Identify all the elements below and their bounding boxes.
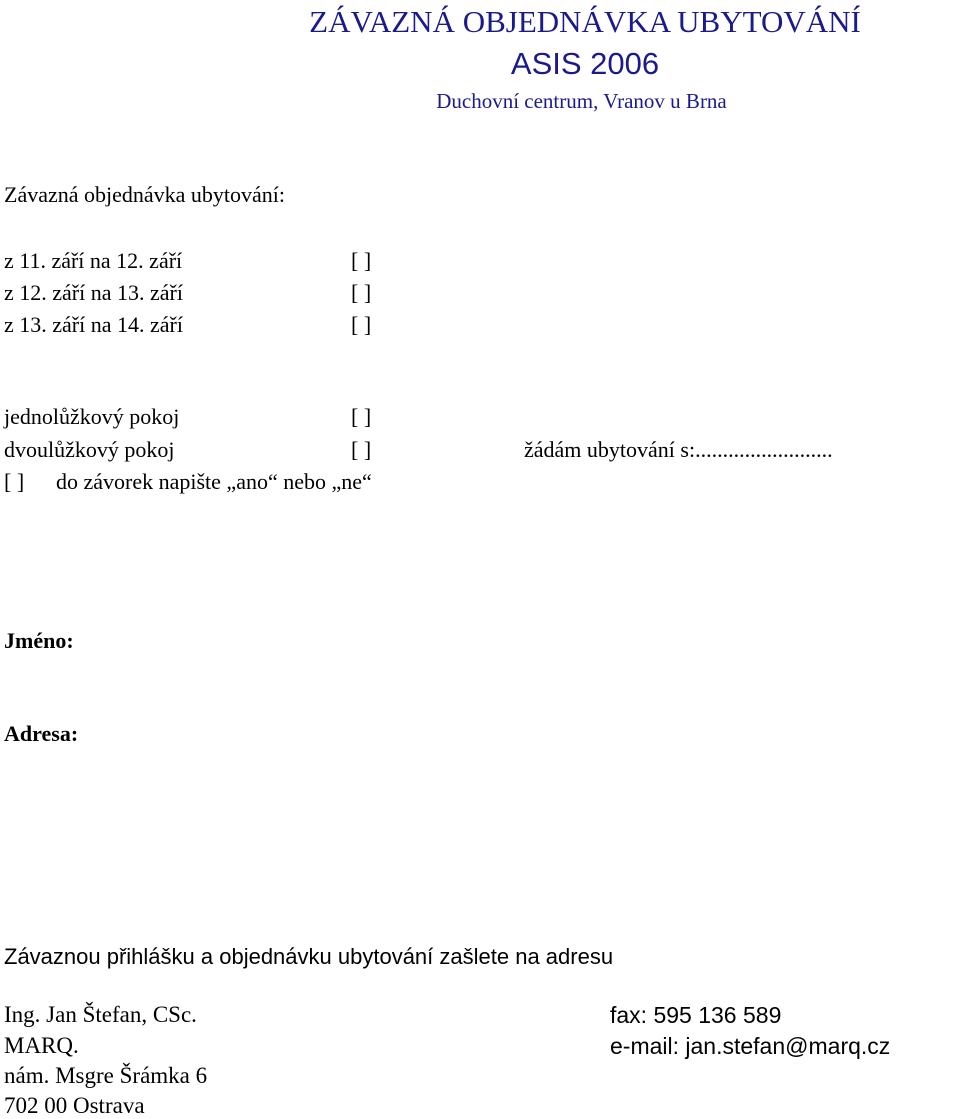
fax: fax: 595 136 589 bbox=[610, 1002, 782, 1028]
send-note: Závaznou přihlášku a objednávku ubytování zašlete na adresu bbox=[4, 944, 614, 969]
instruction-text: do závorek napište „ano“ nebo „ne“ bbox=[56, 469, 372, 494]
night-2-checkbox[interactable]: [ ] bbox=[351, 280, 372, 305]
email-link[interactable]: e-mail: jan.stefan@marq.cz bbox=[610, 1033, 891, 1059]
address-line-4: 702 00 Ostrava bbox=[4, 1093, 145, 1118]
double-room-checkbox[interactable]: [ ] bbox=[351, 437, 372, 462]
night-2-label: z 12. září na 13. září bbox=[4, 280, 183, 305]
instruction-box: [ ] bbox=[4, 469, 25, 494]
name-label: Jméno: bbox=[4, 628, 74, 653]
venue: Duchovní centrum, Vranov u Brna bbox=[436, 89, 727, 113]
order-heading: Závazná objednávka ubytování: bbox=[4, 182, 286, 207]
night-1-checkbox[interactable]: [ ] bbox=[351, 248, 372, 273]
address-line-2: MARQ. bbox=[4, 1033, 79, 1058]
double-room-label: dvoulůžkový pokoj bbox=[4, 437, 175, 462]
single-room-label: jednolůžkový pokoj bbox=[4, 404, 180, 429]
night-3-checkbox[interactable]: [ ] bbox=[351, 312, 372, 337]
address-label: Adresa: bbox=[4, 721, 79, 746]
event-name: ASIS 2006 bbox=[510, 46, 660, 81]
roommate-request[interactable]: žádám ubytování s:......................... bbox=[524, 437, 833, 462]
single-room-checkbox[interactable]: [ ] bbox=[351, 404, 372, 429]
night-3-label: z 13. září na 14. září bbox=[4, 312, 183, 337]
night-1-label: z 11. září na 12. září bbox=[4, 248, 183, 273]
form-title: ZÁVAZNÁ OBJEDNÁVKA UBYTOVÁNÍ bbox=[309, 4, 861, 39]
address-line-1: Ing. Jan Štefan, CSc. bbox=[4, 1002, 197, 1027]
address-line-3: nám. Msgre Šrámka 6 bbox=[4, 1063, 208, 1088]
